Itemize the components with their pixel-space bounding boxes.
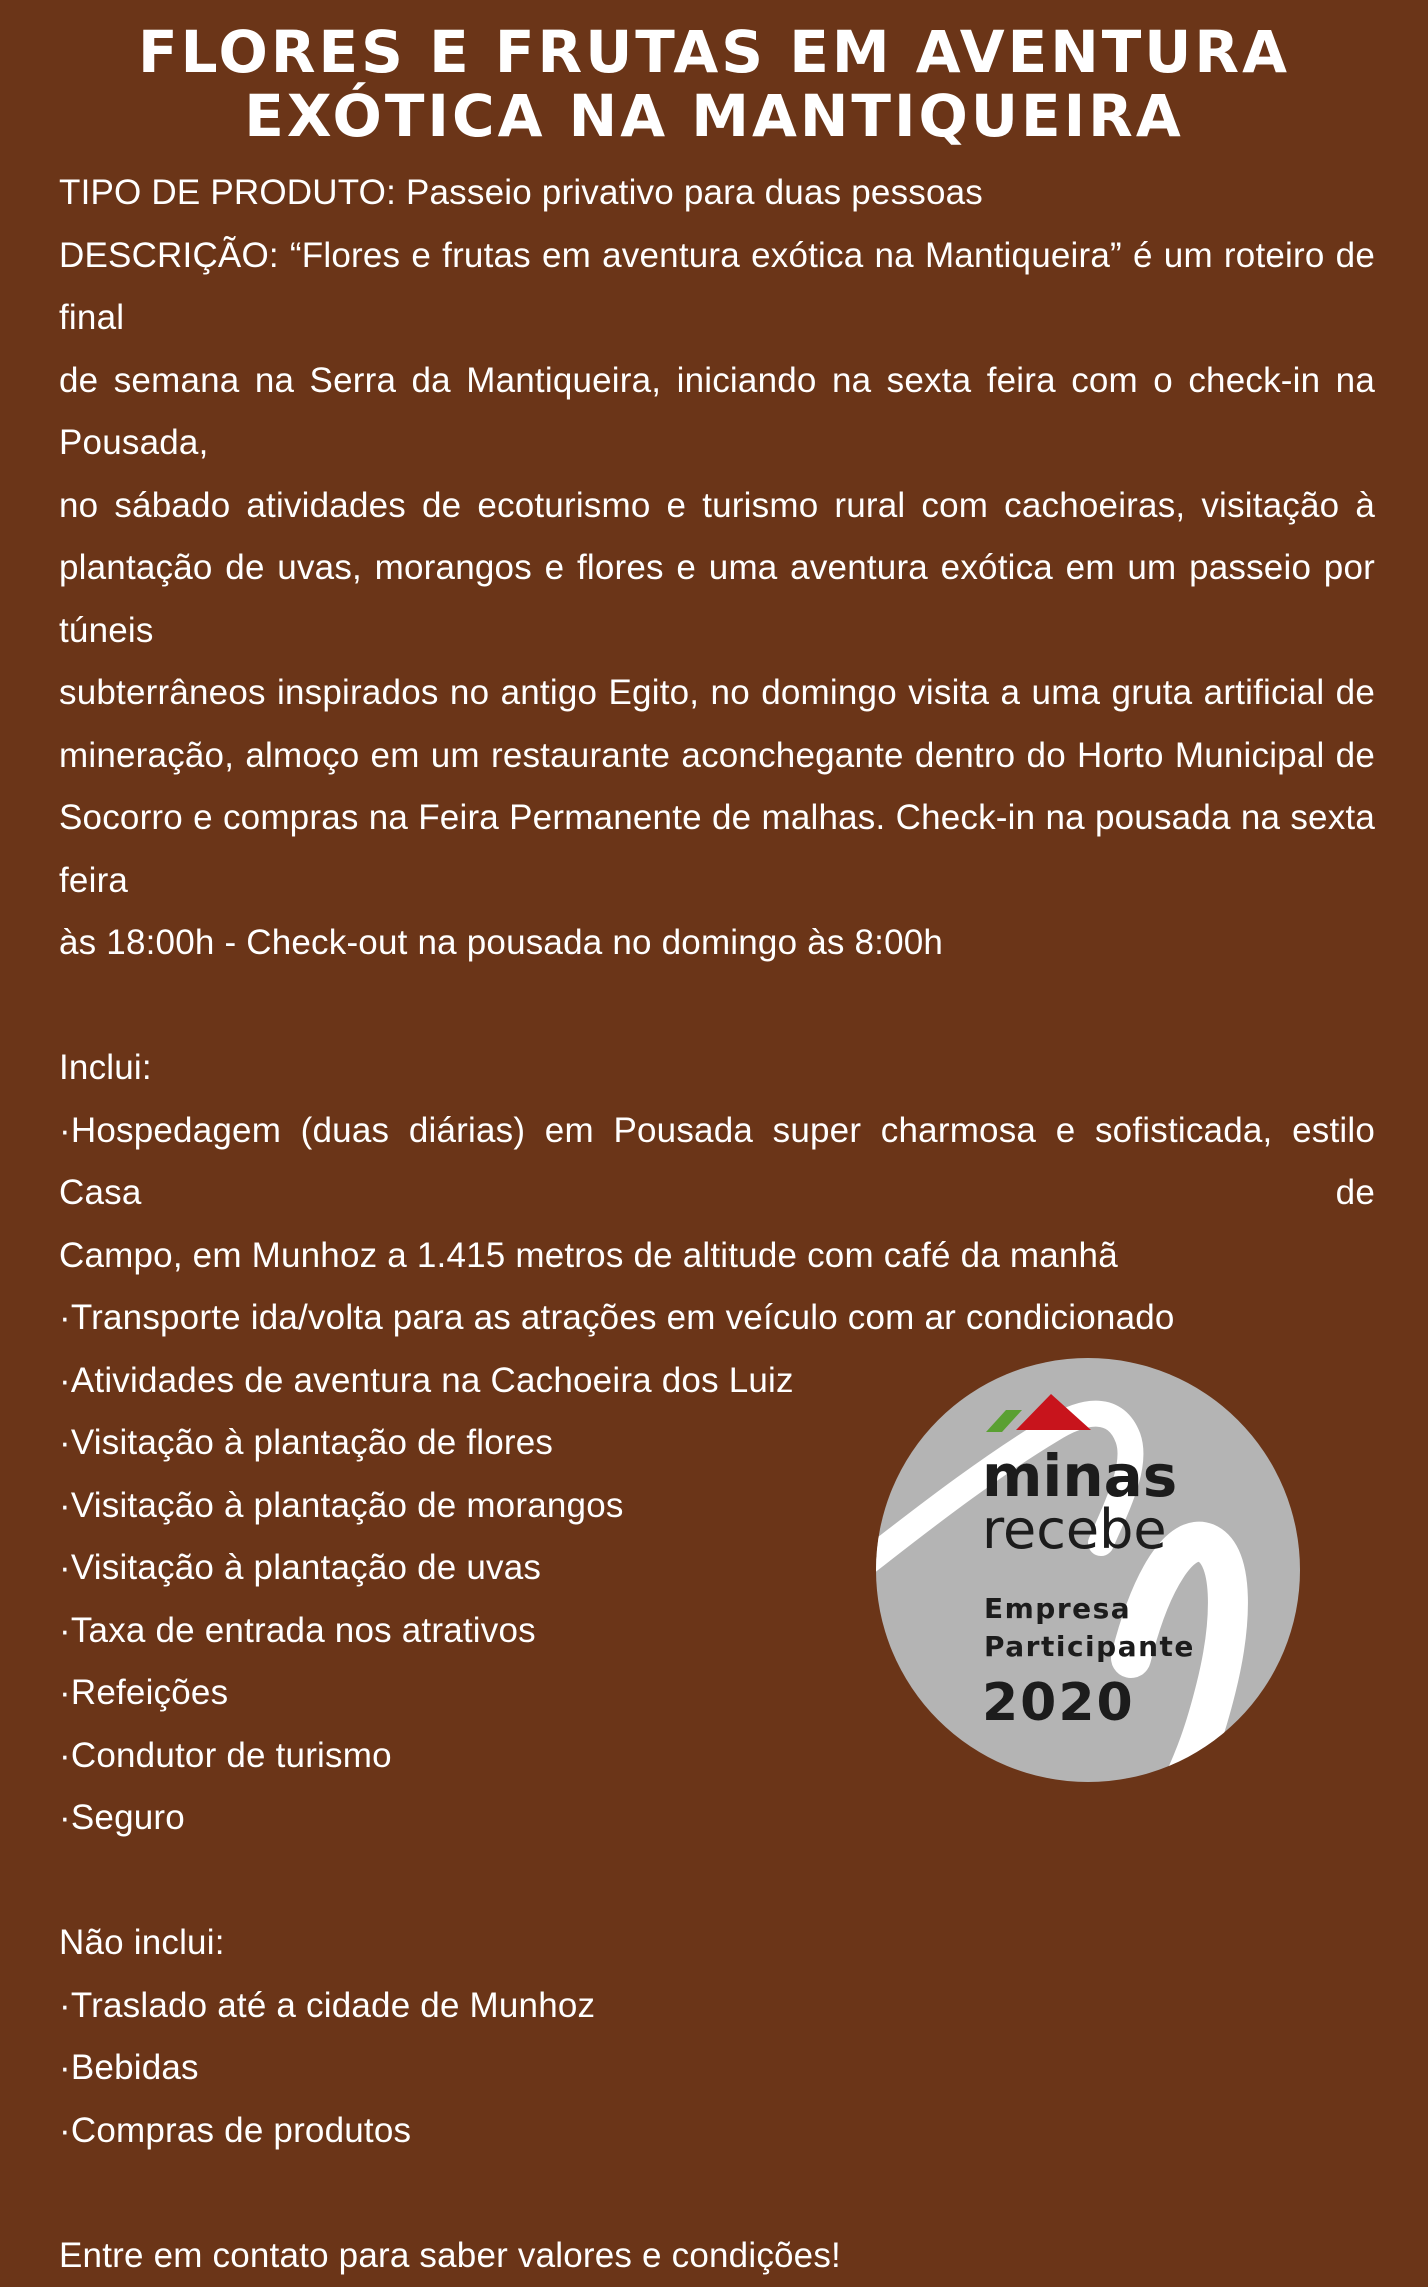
- list-item: ·Visitação à plantação de morangos: [59, 1475, 1375, 1538]
- includes-heading: Inclui:: [59, 1037, 1375, 1100]
- description-line: DESCRIÇÃO: “Flores e frutas em aventura exótica na Mantiqueira” é um roteiro de final: [59, 225, 1375, 350]
- minas-recebe-badge: [876, 1358, 1300, 1782]
- list-item: Campo, em Munhoz a 1.415 metros de altitude com café da manhã: [59, 1225, 1375, 1288]
- list-item: ·Hospedagem (duas diárias) em Pousada super charmosa e sofisticada, estilo Casa de: [59, 1100, 1375, 1225]
- title-line-2: EXÓTICA NA MANTIQUEIRA: [60, 84, 1368, 148]
- list-item: ·Visitação à plantação de flores: [59, 1412, 1375, 1475]
- description-line: de semana na Serra da Mantiqueira, iniciando na sexta feira com o check-in na Pousada,: [59, 350, 1375, 475]
- description-line: subterrâneos inspirados no antigo Egito, no domingo visita a uma gruta artificial de: [59, 662, 1375, 725]
- list-item: ·Atividades de aventura na Cachoeira dos Luiz: [59, 1350, 1375, 1413]
- description-line: no sábado atividades de ecoturismo e turismo rural com cachoeiras, visitação à: [59, 475, 1375, 538]
- body-text: [59, 162, 1375, 2287]
- badge-label-line-1: Empresa: [984, 1592, 1131, 1625]
- excludes-heading: Não inclui:: [59, 1912, 1375, 1975]
- badge-year: 2020: [982, 1673, 1135, 1733]
- title-line-1: FLORES E FRUTAS EM AVENTURA: [60, 20, 1368, 84]
- list-item: ·Traslado até a cidade de Munhoz: [59, 1975, 1375, 2038]
- list-item: ·Seguro: [59, 1787, 1375, 1850]
- list-item: ·Condutor de turismo: [59, 1725, 1375, 1788]
- list-item: ·Bebidas: [59, 2037, 1375, 2100]
- contact-footer: Entre em contato para saber valores e condições!: [59, 2225, 1375, 2287]
- badge-brand-line-1: minas: [982, 1442, 1177, 1510]
- description-line: Socorro e compras na Feira Permanente de malhas. Check-in na pousada na sexta feira: [59, 787, 1375, 912]
- badge-brand-line-2: recebe: [982, 1498, 1167, 1561]
- page-title: [60, 20, 1368, 148]
- product-type: TIPO DE PRODUTO: Passeio privativo para duas pessoas: [59, 162, 1375, 225]
- list-item: ·Refeições: [59, 1662, 1375, 1725]
- list-item: ·Transporte ida/volta para as atrações em veículo com ar condicionado: [59, 1287, 1375, 1350]
- badge-label-line-2: Participante: [984, 1630, 1195, 1663]
- list-item: ·Compras de produtos: [59, 2100, 1375, 2163]
- description-line: mineração, almoço em um restaurante aconchegante dentro do Horto Municipal de: [59, 725, 1375, 788]
- description-line: plantação de uvas, morangos e flores e uma aventura exótica em um passeio por túneis: [59, 537, 1375, 662]
- excludes-list: [59, 1975, 1375, 2163]
- list-item: ·Taxa de entrada nos atrativos: [59, 1600, 1375, 1663]
- description: [59, 225, 1375, 975]
- description-line: às 18:00h - Check-out na pousada no domingo às 8:00h: [59, 912, 1375, 975]
- list-item: ·Visitação à plantação de uvas: [59, 1537, 1375, 1600]
